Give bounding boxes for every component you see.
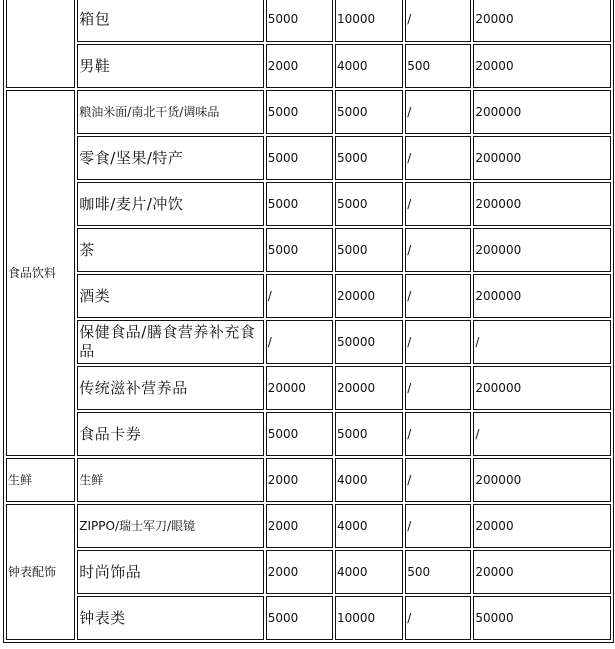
value-cell: 200000	[473, 136, 611, 180]
value-cell: /	[405, 136, 471, 180]
value-cell: 4000	[335, 44, 403, 88]
value-cell: 200000	[473, 90, 611, 134]
subcategory-cell: 粮油米面/南北干货/调味品	[77, 90, 263, 134]
value-cell: 5000	[335, 412, 403, 456]
value-cell: 5000	[266, 90, 333, 134]
value-cell: 5000	[266, 596, 333, 640]
value-cell: 5000	[335, 136, 403, 180]
value-cell: 20000	[473, 0, 611, 42]
table-row	[6, 0, 611, 42]
value-cell: /	[405, 596, 471, 640]
value-cell: /	[405, 458, 471, 502]
value-cell: /	[266, 274, 333, 318]
value-cell: 200000	[473, 182, 611, 226]
value-cell: /	[405, 182, 471, 226]
fee-table-container	[3, 0, 614, 643]
value-cell: /	[405, 504, 471, 548]
value-cell: 200000	[473, 274, 611, 318]
value-cell: 5000	[266, 0, 333, 42]
value-cell: 5000	[266, 412, 333, 456]
value-cell: 50000	[473, 596, 611, 640]
subcategory-cell: 时尚饰品	[77, 550, 263, 594]
value-cell: 20000	[473, 44, 611, 88]
table-row	[6, 504, 611, 548]
value-cell: /	[266, 320, 333, 364]
subcategory-cell: 保健食品/膳食营养补充食品	[77, 320, 263, 364]
value-cell: 20000	[473, 550, 611, 594]
value-cell: 200000	[473, 458, 611, 502]
table-row	[6, 44, 611, 88]
table-row	[6, 320, 611, 364]
value-cell: 10000	[335, 0, 403, 42]
category-cell: 生鲜	[6, 458, 75, 502]
value-cell: 5000	[335, 182, 403, 226]
table-row	[6, 550, 611, 594]
value-cell: /	[473, 320, 611, 364]
subcategory-cell: 茶	[77, 228, 263, 272]
subcategory-cell: 食品卡券	[77, 412, 263, 456]
value-cell: 2000	[266, 44, 333, 88]
subcategory-cell: 传统滋补营养品	[77, 366, 263, 410]
subcategory-cell: 咖啡/麦片/冲饮	[77, 182, 263, 226]
value-cell: /	[405, 274, 471, 318]
table-row	[6, 366, 611, 410]
value-cell: 4000	[335, 504, 403, 548]
table-row	[6, 136, 611, 180]
value-cell: /	[405, 412, 471, 456]
table-row	[6, 412, 611, 456]
table-row	[6, 228, 611, 272]
category-cell	[6, 0, 75, 88]
subcategory-cell: 生鲜	[77, 458, 263, 502]
subcategory-cell: 酒类	[77, 274, 263, 318]
value-cell: 20000	[473, 504, 611, 548]
value-cell: /	[405, 90, 471, 134]
table-row	[6, 458, 611, 502]
value-cell: 4000	[335, 458, 403, 502]
value-cell: 5000	[266, 228, 333, 272]
value-cell: /	[405, 320, 471, 364]
value-cell: 200000	[473, 366, 611, 410]
table-row	[6, 90, 611, 134]
value-cell: 5000	[335, 228, 403, 272]
value-cell: 2000	[266, 504, 333, 548]
subcategory-cell: 零食/坚果/特产	[77, 136, 263, 180]
value-cell: /	[405, 366, 471, 410]
value-cell: 500	[405, 44, 471, 88]
table-row	[6, 274, 611, 318]
value-cell: 20000	[266, 366, 333, 410]
subcategory-cell: 钟表类	[77, 596, 263, 640]
value-cell: 2000	[266, 550, 333, 594]
value-cell: 5000	[266, 136, 333, 180]
fee-table	[3, 0, 614, 643]
value-cell: 50000	[335, 320, 403, 364]
table-row	[6, 596, 611, 640]
value-cell: 4000	[335, 550, 403, 594]
value-cell: /	[405, 0, 471, 42]
category-cell: 钟表配饰	[6, 504, 75, 640]
category-cell: 食品饮料	[6, 90, 75, 456]
subcategory-cell: 男鞋	[77, 44, 263, 88]
table-row	[6, 182, 611, 226]
value-cell: 20000	[335, 366, 403, 410]
value-cell: 10000	[335, 596, 403, 640]
value-cell: /	[405, 228, 471, 272]
value-cell: 5000	[266, 182, 333, 226]
value-cell: 5000	[335, 90, 403, 134]
value-cell: 20000	[335, 274, 403, 318]
value-cell: 2000	[266, 458, 333, 502]
value-cell: 200000	[473, 228, 611, 272]
subcategory-cell: 箱包	[77, 0, 263, 42]
value-cell: /	[473, 412, 611, 456]
subcategory-cell: ZIPPO/瑞士军刀/眼镜	[77, 504, 263, 548]
value-cell: 500	[405, 550, 471, 594]
